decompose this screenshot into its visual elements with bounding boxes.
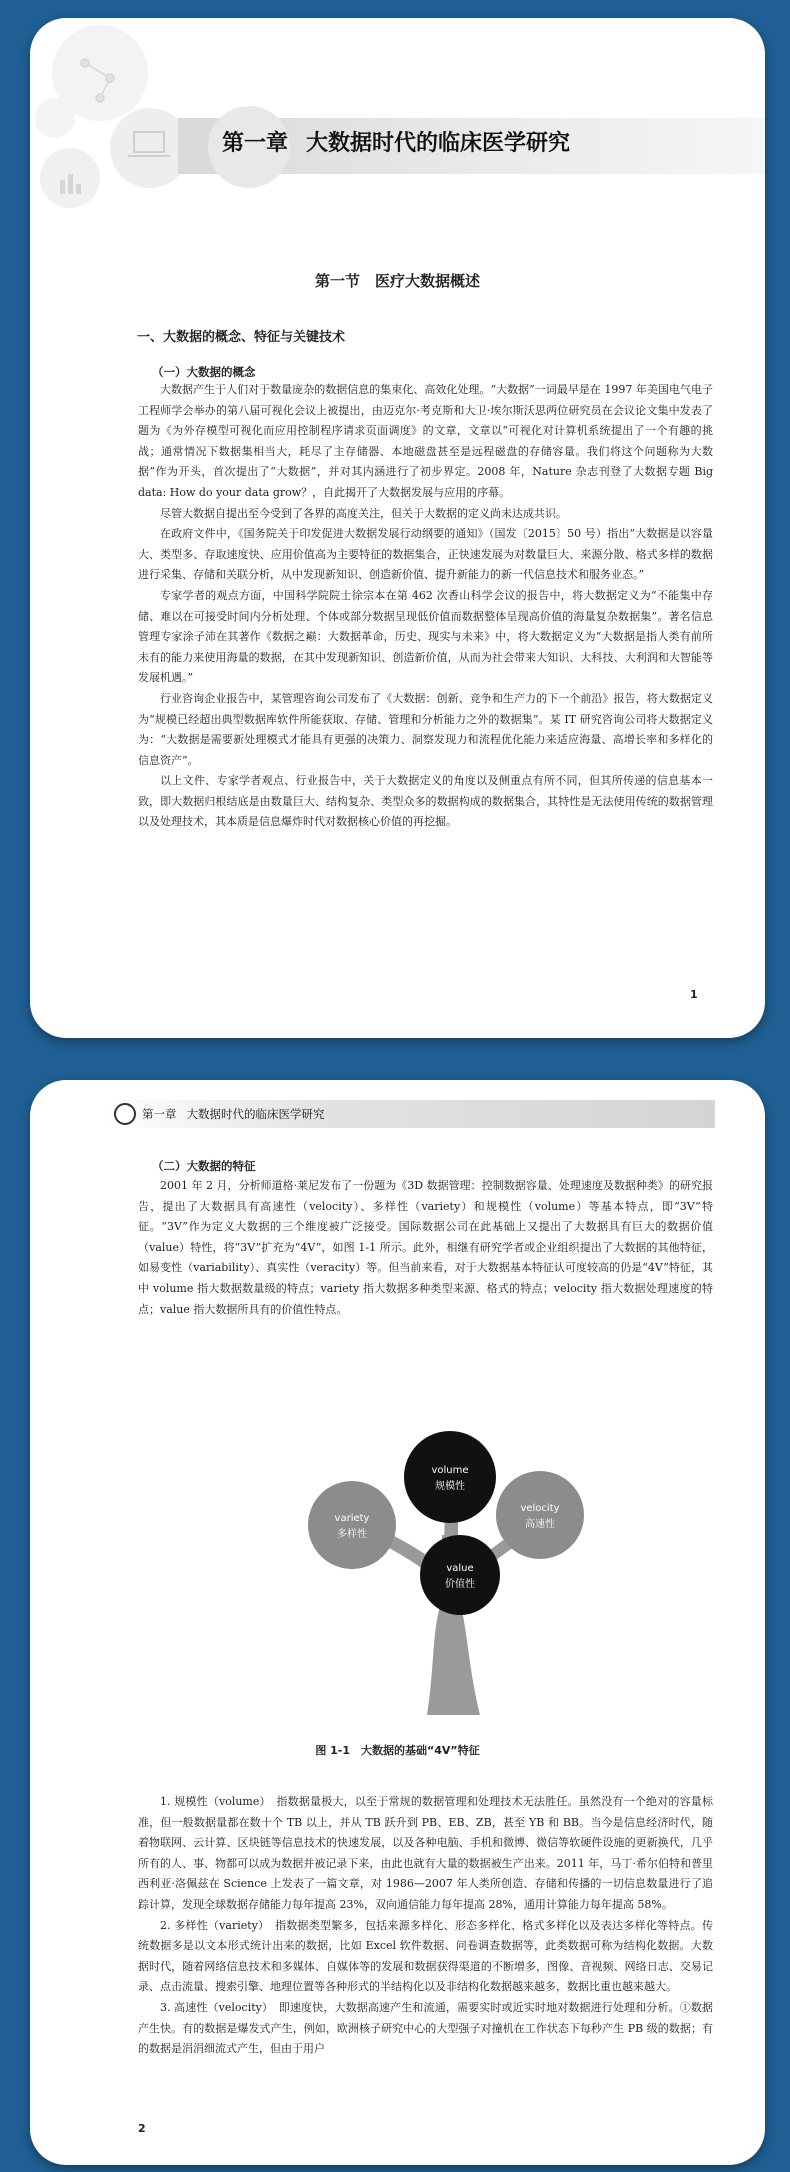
page-number: 2 xyxy=(138,2122,146,2135)
circle-value xyxy=(420,1535,500,1615)
label-velocity-en: velocity xyxy=(520,1503,560,1514)
label-value-en: value xyxy=(446,1563,474,1574)
intro-text-page-2 xyxy=(138,1176,713,1320)
subheading-concept: （一）大数据的概念 xyxy=(152,365,256,379)
chapter-number: 第一章 xyxy=(222,131,289,156)
paragraph: 以上文件、专家学者观点、行业报告中，关于大数据定义的角度以及侧重点有所不同，但其所传递的信息基本一致，即大数据归根结底是由数量巨大、结构复杂、类型众多的数据构成的数据集合，其特性是无法使用传统的数据管理以及处理技术，其本质是信息爆炸时代对数据核心价值的再挖掘。 xyxy=(138,774,713,829)
paragraph: 3. 高速性（velocity） 即速度快，大数据高速产生和流通，需要实时或近实时地对数据进行处理和分析。①数据产生快。有的数据是爆发式产生，例如，欧洲核子研究中心的大型强子对撞机在工作状态下每秒产生 PB 级的数据；有的数据是涓涓细流式产生，但由于用户 xyxy=(138,2000,713,2056)
circle-variety xyxy=(308,1481,396,1569)
paragraph: 在政府文件中，《国务院关于印发促进大数据发展行动纲要的通知》（国发〔2015〕50 号）指出“大数据是以容量大、类型多、存取速度快、应用价值高为主要特征的数据集合，正快速发展为对数量巨大、来源分散、格式多样的数据进行采集、存储和关联分析，从中发现新知识、创造新价值、提升新能力的新一代信息技术和服务业态。” xyxy=(138,527,713,582)
circle-velocity xyxy=(496,1471,584,1559)
paragraph: 专家学者的观点方面，中国科学院院士徐宗本在第 462 次香山科学会议的报告中，将大数据定义为“不能集中存储、难以在可接受时间内分析处理、个体或部分数据呈现低价值而数据整体呈现高价值的海量复杂数据集”。著名信息管理专家涂子沛在其著作《数据之巅：大数据革命，历史、现实与未来》中，将大数据定义为“大数据是指人类有前所未有的能力来使用海量的数据，在其中发现新知识、创造新价值，从而为社会带来大知识、大科技、大利润和大智能等发展机遇。” xyxy=(138,588,713,685)
label-volume-zh: 规模性 xyxy=(435,1481,465,1492)
subheading-features: （二）大数据的特征 xyxy=(152,1159,256,1173)
running-chapter-title: 大数据时代的临床医学研究 xyxy=(186,1107,325,1121)
label-volume-en: volume xyxy=(431,1465,469,1476)
running-header-marker-icon xyxy=(114,1103,136,1125)
book-page-2 xyxy=(30,1080,765,2165)
paragraph: 尽管大数据自提出至今受到了各界的高度关注，但关于大数据的定义尚未达成共识。 xyxy=(160,506,567,520)
label-variety-zh: 多样性 xyxy=(337,1529,367,1540)
chapter-title: 大数据时代的临床医学研究 xyxy=(306,131,571,156)
running-chapter-number: 第一章 xyxy=(142,1107,177,1121)
figure-4v-tree-diagram xyxy=(292,1415,602,1715)
label-variety-en: variety xyxy=(334,1513,370,1524)
circle-volume xyxy=(404,1431,496,1523)
paragraph: 行业咨询企业报告中，某管理咨询公司发布了《大数据：创新、竞争和生产力的下一个前沿》报告，将大数据定义为“规模已经超出典型数据库软件所能获取、存储、管理和分析能力之外的数据集”。某 IT 研究咨询公司将大数据定义为：“大数据是需要新处理模式才能具有更强的决策力、洞察发现力和流程优化能力来适应海量、高增长率和多样化的信息资产”。 xyxy=(138,691,713,767)
page-number: 1 xyxy=(690,988,698,1001)
paragraph: 2. 多样性（variety） 指数据类型繁多，包括来源多样化、形态多样化、格式多样化以及表达多样化等特点。传统数据多是以文本形式统计出来的数据，比如 Excel 软件数据、问卷调查数据等，此类数据可称为结构化数据。大数据时代，随着网络信息技术和多媒体、自媒体等的发展和数据获得渠道的不断增多，图像、音视频、网络日志、交易记录、点击流量、搜索引擎、地理位置等各种形式的半结构化以及非结构化数据越来越多，数据比重也越来越大。 xyxy=(138,1918,713,1994)
heading-level-1: 一、大数据的概念、特征与关键技术 xyxy=(137,330,346,345)
section-title: 第一节 医疗大数据概述 xyxy=(314,272,480,290)
paragraph: 大数据产生于人们对于数量庞杂的数据信息的集束化、高效化处理。“大数据”一词最早是在 1997 年美国电气电子工程师学会举办的第八届可视化会议上被提出，由迈克尔·考克斯和大卫·埃尔斯沃思两位研究员在会议论文集中发表了题为《为外存模型可视化而应用控制程序请求页面调度》的文章，文章以“可视化对计算机系统提出了一个有趣的挑战；通常情况下数据集相当大，耗尽了主存储器、本地磁盘甚至是远程磁盘的存储容量。我们将这个问题称为大数据”作为开头，首次提出了“大数据”，并对其内涵进行了初步界定。2008 年，Nature 杂志刊登了大数据专题 Big data: How do your data grow？，自此揭开了大数据发展与应用的序幕。 xyxy=(138,383,713,499)
body-text-page-1 xyxy=(138,380,713,833)
paragraph: 2001 年 2 月，分析师道格·莱尼发布了一份题为《3D 数据管理：控制数据容量、处理速度及数据种类》的研究报告，提出了大数据具有高速性（velocity）、多样性（variety）和规模性（volume）等基本特点，即“3V”特征。“3V”作为定义大数据的三个维度被广泛接受。国际数据公司在此基础上又提出了大数据具有巨大的数据价值（value）特性，将“3V”扩充为“4V”，如图 1-1 所示。此外，相继有研究学者或企业组织提出了大数据的其他特征，如易变性（variability）、真实性（veracity）等。但当前来看，对于大数据基本特征认可度较高的仍是“4V”特征，其中 volume 指大数据数量级的特点；variety 指大数据多种类型来源、格式的特点；velocity 指大数据处理速度的特点；value 指大数据所具有的价值性特点。 xyxy=(138,1179,713,1316)
body-text-page-2 xyxy=(138,1792,713,2060)
label-velocity-zh: 高速性 xyxy=(525,1519,555,1530)
book-page-1 xyxy=(30,18,765,1038)
figure-caption: 图 1-1 大数据的基础“4V”特征 xyxy=(315,1744,480,1757)
chapter-heading xyxy=(222,126,570,157)
label-value-zh: 价值性 xyxy=(445,1579,475,1590)
running-header xyxy=(142,1106,325,1122)
paragraph: 1. 规模性（volume） 指数据量极大，以至于常规的数据管理和处理技术无法胜任。虽然没有一个绝对的容量标准，但一般数据量都在数十个 TB 以上，并从 TB 跃升到 PB、EB、ZB，甚至 YB 和 BB。当今是信息经济时代，随着物联网、云计算、区块链等信息技术的快速发展，以及各种电脑、手机和微博、微信等软硬件设施的更新换代，几乎所有的人、事、物都可以成为数据并被记录下来，由此也就有大量的数据被生产出来。2011 年，马丁·希尔伯特和普里西利亚·洛佩兹在 Science 上发表了一篇文章，对 1986—2007 年人类所创造、存储和传播的一切信息数量进行了追踪计算，发现全球数据存储能力每年提高 23%，双向通信能力每年提高 28%，通用计算能力每年提高 58%。 xyxy=(138,1795,713,1911)
